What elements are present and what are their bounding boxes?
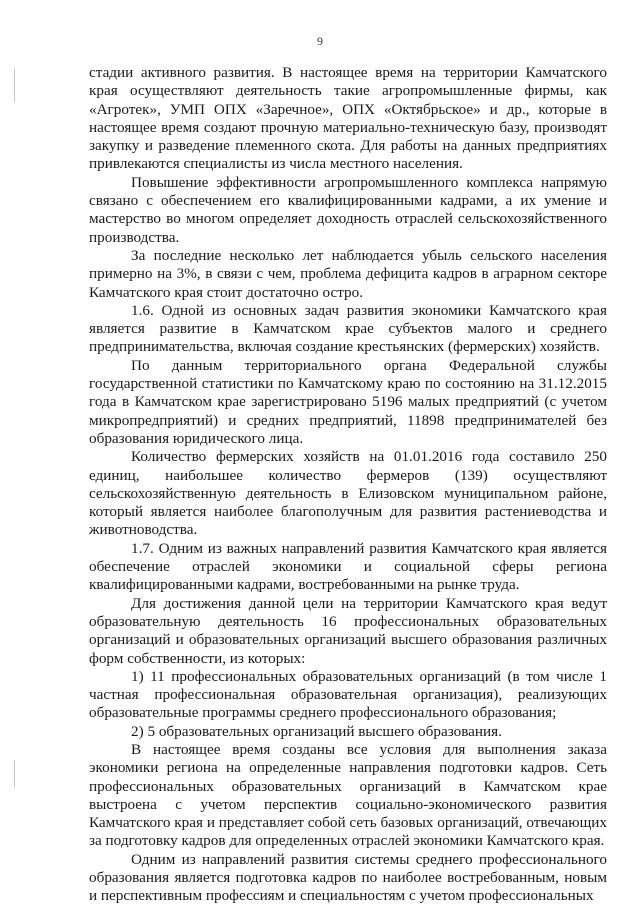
paragraph: Повышение эффективности агропромышленного комплекса напрямую связано с обеспечением его квалифицированными кадрами, а их умение и мастерство во многом определяет доходность отраслей сельскохозяйственного производства. (89, 173, 607, 246)
paragraph: 1.6. Одной из основных задач развития экономики Камчатского края является развитие в Камчатском крае субъектов малого и среднего предпринимательства, включая создание крестьянских (фермерских) хозяйств. (89, 301, 607, 356)
paragraph: Одним из направлений развития системы среднего профессионального образования является подготовка кадров по наиболее востребованным, новым и перспективным профессиям и специальностям с учетом профессиональных (89, 850, 607, 905)
paragraph: 2) 5 образовательных организаций высшего образования. (131, 722, 502, 740)
scan-edge-mark (14, 68, 15, 102)
paragraph: За последние несколько лет наблюдается убыль сельского населения примерно на 3%, в связи с чем, проблема дефицита кадров в аграрном секторе Камчатского края стоит достаточно остро. (89, 246, 607, 301)
paragraph: Для достижения данной цели на территории Камчатского края ведут образовательную деятельность 16 профессиональных образовательных организаций и образовательных организаций высшего образования различных форм собственности, из которых: (89, 594, 607, 667)
document-body (89, 64, 607, 906)
paragraph: Количество фермерских хозяйств на 01.01.2016 года составило 250 единиц, наибольшее количество фермеров (139) осуществляют сельскохозяйственную деятельность в Елизовском муниципальном районе, который является наиболее благополучным для развития растениеводства и животноводства. (89, 448, 607, 539)
scan-edge-mark (14, 760, 15, 788)
paragraph: 1.7. Одним из важных направлений развития Камчатского края является обеспечение отраслей экономики и социальной сферы региона квалифицированными кадрами, востребованными на рынке труда. (89, 539, 607, 594)
paragraph: 1) 11 профессиональных образовательных организаций (в том числе 1 частная профессиональная образовательная организация), реализующих образовательные программы среднего профессионального образования; (89, 667, 607, 722)
paragraph: стадии активного развития. В настоящее время на территории Камчатского края осуществляют деятельность такие агропромышленные фирмы, как «Агротек», УМП ОПХ «Заречное», ОПХ «Октябрьское» и др., которые в настоящее время создают прочную материально-техническую базу, производят закупку и разведение племенного скота. Для работы на данных предприятиях привлекаются специалисты из числа местного населения. (89, 64, 607, 173)
paragraph: В настоящее время созданы все условия для выполнения заказа экономики региона на определенные направления подготовки кадров. Сеть профессиональных образовательных организаций в Камчатском крае выстроена с учетом перспектив социально-экономического развития Камчатского края и представляет собой сеть базовых организаций, отвечающих за подготовку кадров для определенных отраслей экономики Камчатского края. (89, 740, 607, 850)
page-number: 9 (317, 34, 323, 48)
paragraph: По данным территориального органа Федеральной службы государственной статистики по Камчатскому краю по состоянию на 31.12.2015 года в Камчатском крае зарегистрировано 5196 малых предприятий (с учетом микропредприятий) и средних предприятий, 11898 предпринимателей без образования юридического лица. (89, 356, 607, 447)
